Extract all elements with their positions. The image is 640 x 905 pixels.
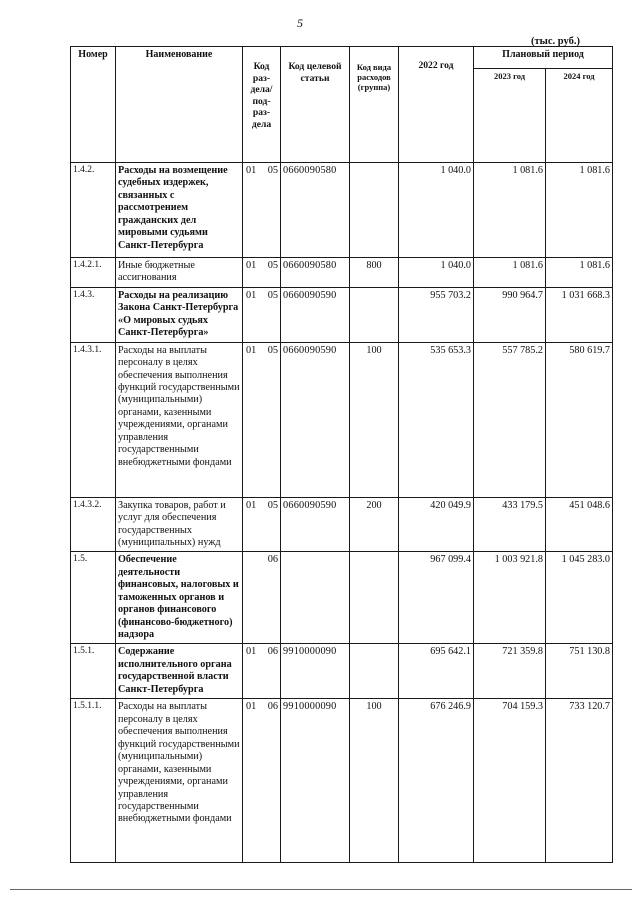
row-name: Расходы на реализацию Закона Санкт-Петербурга «О мировых судьях Санкт-Петербурга» — [116, 287, 243, 342]
header-section-code: Код раз- дела/ под- раз- дела — [243, 47, 281, 163]
subsection-code: 05 — [267, 260, 278, 271]
row-number: 1.4.3.1. — [71, 342, 116, 497]
section-code: 01 — [246, 344, 257, 356]
row-amount-2023: 721 359.8 — [474, 644, 546, 699]
row-number: 1.4.3. — [71, 287, 116, 342]
header-plan-period: Плановый период — [474, 47, 613, 69]
row-number: 1.5.1.1. — [71, 699, 116, 863]
subsection-code: 06 — [267, 701, 278, 713]
row-target-code — [281, 552, 350, 644]
row-target-code: 0660090590 — [281, 287, 350, 342]
row-expense-type: 100 — [350, 342, 399, 497]
header-year-2023: 2023 год — [474, 69, 546, 163]
header-number: Номер — [71, 47, 116, 163]
row-section-code — [243, 552, 281, 644]
section-code: 01 — [246, 499, 257, 511]
table-row — [71, 258, 613, 288]
row-amount-2024: 451 048.6 — [546, 497, 613, 552]
row-name: Иные бюджетные ассигнования — [116, 258, 243, 288]
row-amount-2024: 1 031 668.3 — [546, 287, 613, 342]
row-expense-type: 800 — [350, 258, 399, 288]
row-amount-2022: 695 642.1 — [399, 644, 474, 699]
row-target-code: 0660090580 — [281, 163, 350, 258]
row-expense-type — [350, 552, 399, 644]
row-name: Содержание исполнительного органа государственной власти Санкт-Петербурга — [116, 644, 243, 699]
row-target-code: 0660090580 — [281, 258, 350, 288]
table-row — [71, 287, 613, 342]
row-section-code — [243, 497, 281, 552]
row-name: Расходы на выплаты персоналу в целях обеспечения выполнения функций государственными (муниципальными) органами, казенными учреждениями, органами управления государственными внебюджетными фондами — [116, 699, 243, 863]
subsection-code: 06 — [267, 554, 278, 566]
row-section-code — [243, 163, 281, 258]
row-amount-2024: 1 045 283.0 — [546, 552, 613, 644]
row-amount-2022: 1 040.0 — [399, 258, 474, 288]
row-section-code — [243, 342, 281, 497]
row-number: 1.5.1. — [71, 644, 116, 699]
row-amount-2024: 1 081.6 — [546, 163, 613, 258]
row-amount-2022: 955 703.2 — [399, 287, 474, 342]
table-row — [71, 497, 613, 552]
header-year-2024: 2024 год — [546, 69, 613, 163]
row-amount-2023: 557 785.2 — [474, 342, 546, 497]
row-amount-2024: 1 081.6 — [546, 258, 613, 288]
row-name: Расходы на выплаты персоналу в целях обеспечения выполнения функций государственными (муниципальными) органами, казенными учреждениями, органами управления государственными внебюджетными фондами — [116, 342, 243, 497]
row-number: 1.5. — [71, 552, 116, 644]
row-target-code: 9910000090 — [281, 644, 350, 699]
units-label: (тыс. руб.) — [531, 36, 580, 47]
row-amount-2022: 967 099.4 — [399, 552, 474, 644]
header-target-code: Код целевой статьи — [281, 47, 350, 163]
subsection-code: 05 — [267, 344, 278, 356]
row-section-code — [243, 287, 281, 342]
section-code: 01 — [246, 260, 257, 271]
table-row — [71, 699, 613, 863]
section-code: 01 — [246, 289, 257, 301]
row-number: 1.4.3.2. — [71, 497, 116, 552]
row-section-code — [243, 258, 281, 288]
row-amount-2023: 990 964.7 — [474, 287, 546, 342]
header-year-2022: 2022 год — [399, 47, 474, 163]
subsection-code: 06 — [267, 646, 278, 658]
row-amount-2023: 1 081.6 — [474, 258, 546, 288]
row-name: Закупка товаров, работ и услуг для обеспечения государственных (муниципальных) нужд — [116, 497, 243, 552]
table-row — [71, 342, 613, 497]
table-row — [71, 552, 613, 644]
row-number: 1.4.2.1. — [71, 258, 116, 288]
table-row — [71, 163, 613, 258]
header-expense-type-code: Код вида расходов (группа) — [350, 47, 399, 163]
row-target-code: 0660090590 — [281, 342, 350, 497]
row-amount-2024: 751 130.8 — [546, 644, 613, 699]
row-amount-2023: 1 081.6 — [474, 163, 546, 258]
row-amount-2022: 676 246.9 — [399, 699, 474, 863]
row-amount-2024: 733 120.7 — [546, 699, 613, 863]
page-number: 5 — [297, 16, 303, 30]
row-amount-2024: 580 619.7 — [546, 342, 613, 497]
row-amount-2022: 1 040.0 — [399, 163, 474, 258]
row-section-code — [243, 699, 281, 863]
budget-table — [70, 46, 613, 863]
section-code: 01 — [246, 165, 257, 176]
row-amount-2022: 535 653.3 — [399, 342, 474, 497]
row-expense-type — [350, 163, 399, 258]
table-row — [71, 644, 613, 699]
section-code: 01 — [246, 701, 257, 713]
row-expense-type — [350, 287, 399, 342]
header-name: Наименование — [116, 47, 243, 163]
header-row-top — [71, 47, 613, 69]
section-code: 01 — [246, 646, 257, 658]
row-number: 1.4.2. — [71, 163, 116, 258]
row-target-code: 0660090590 — [281, 497, 350, 552]
row-expense-type: 100 — [350, 699, 399, 863]
row-expense-type — [350, 644, 399, 699]
subsection-code: 05 — [267, 289, 278, 301]
row-target-code: 9910000090 — [281, 699, 350, 863]
row-expense-type: 200 — [350, 497, 399, 552]
row-name: Обеспечение деятельности финансовых, налоговых и таможенных органов и органов финансового (финансово-бюджетного) надзора — [116, 552, 243, 644]
subsection-code: 05 — [267, 499, 278, 511]
row-section-code — [243, 644, 281, 699]
row-amount-2023: 704 159.3 — [474, 699, 546, 863]
row-amount-2023: 1 003 921.8 — [474, 552, 546, 644]
row-amount-2022: 420 049.9 — [399, 497, 474, 552]
bottom-scan-rule — [10, 889, 632, 890]
subsection-code: 05 — [267, 165, 278, 176]
row-amount-2023: 433 179.5 — [474, 497, 546, 552]
row-name: Расходы на возмещение судебных издержек, связанных с рассмотрением гражданских дел мировыми судьями Санкт-Петербурга — [116, 163, 243, 258]
